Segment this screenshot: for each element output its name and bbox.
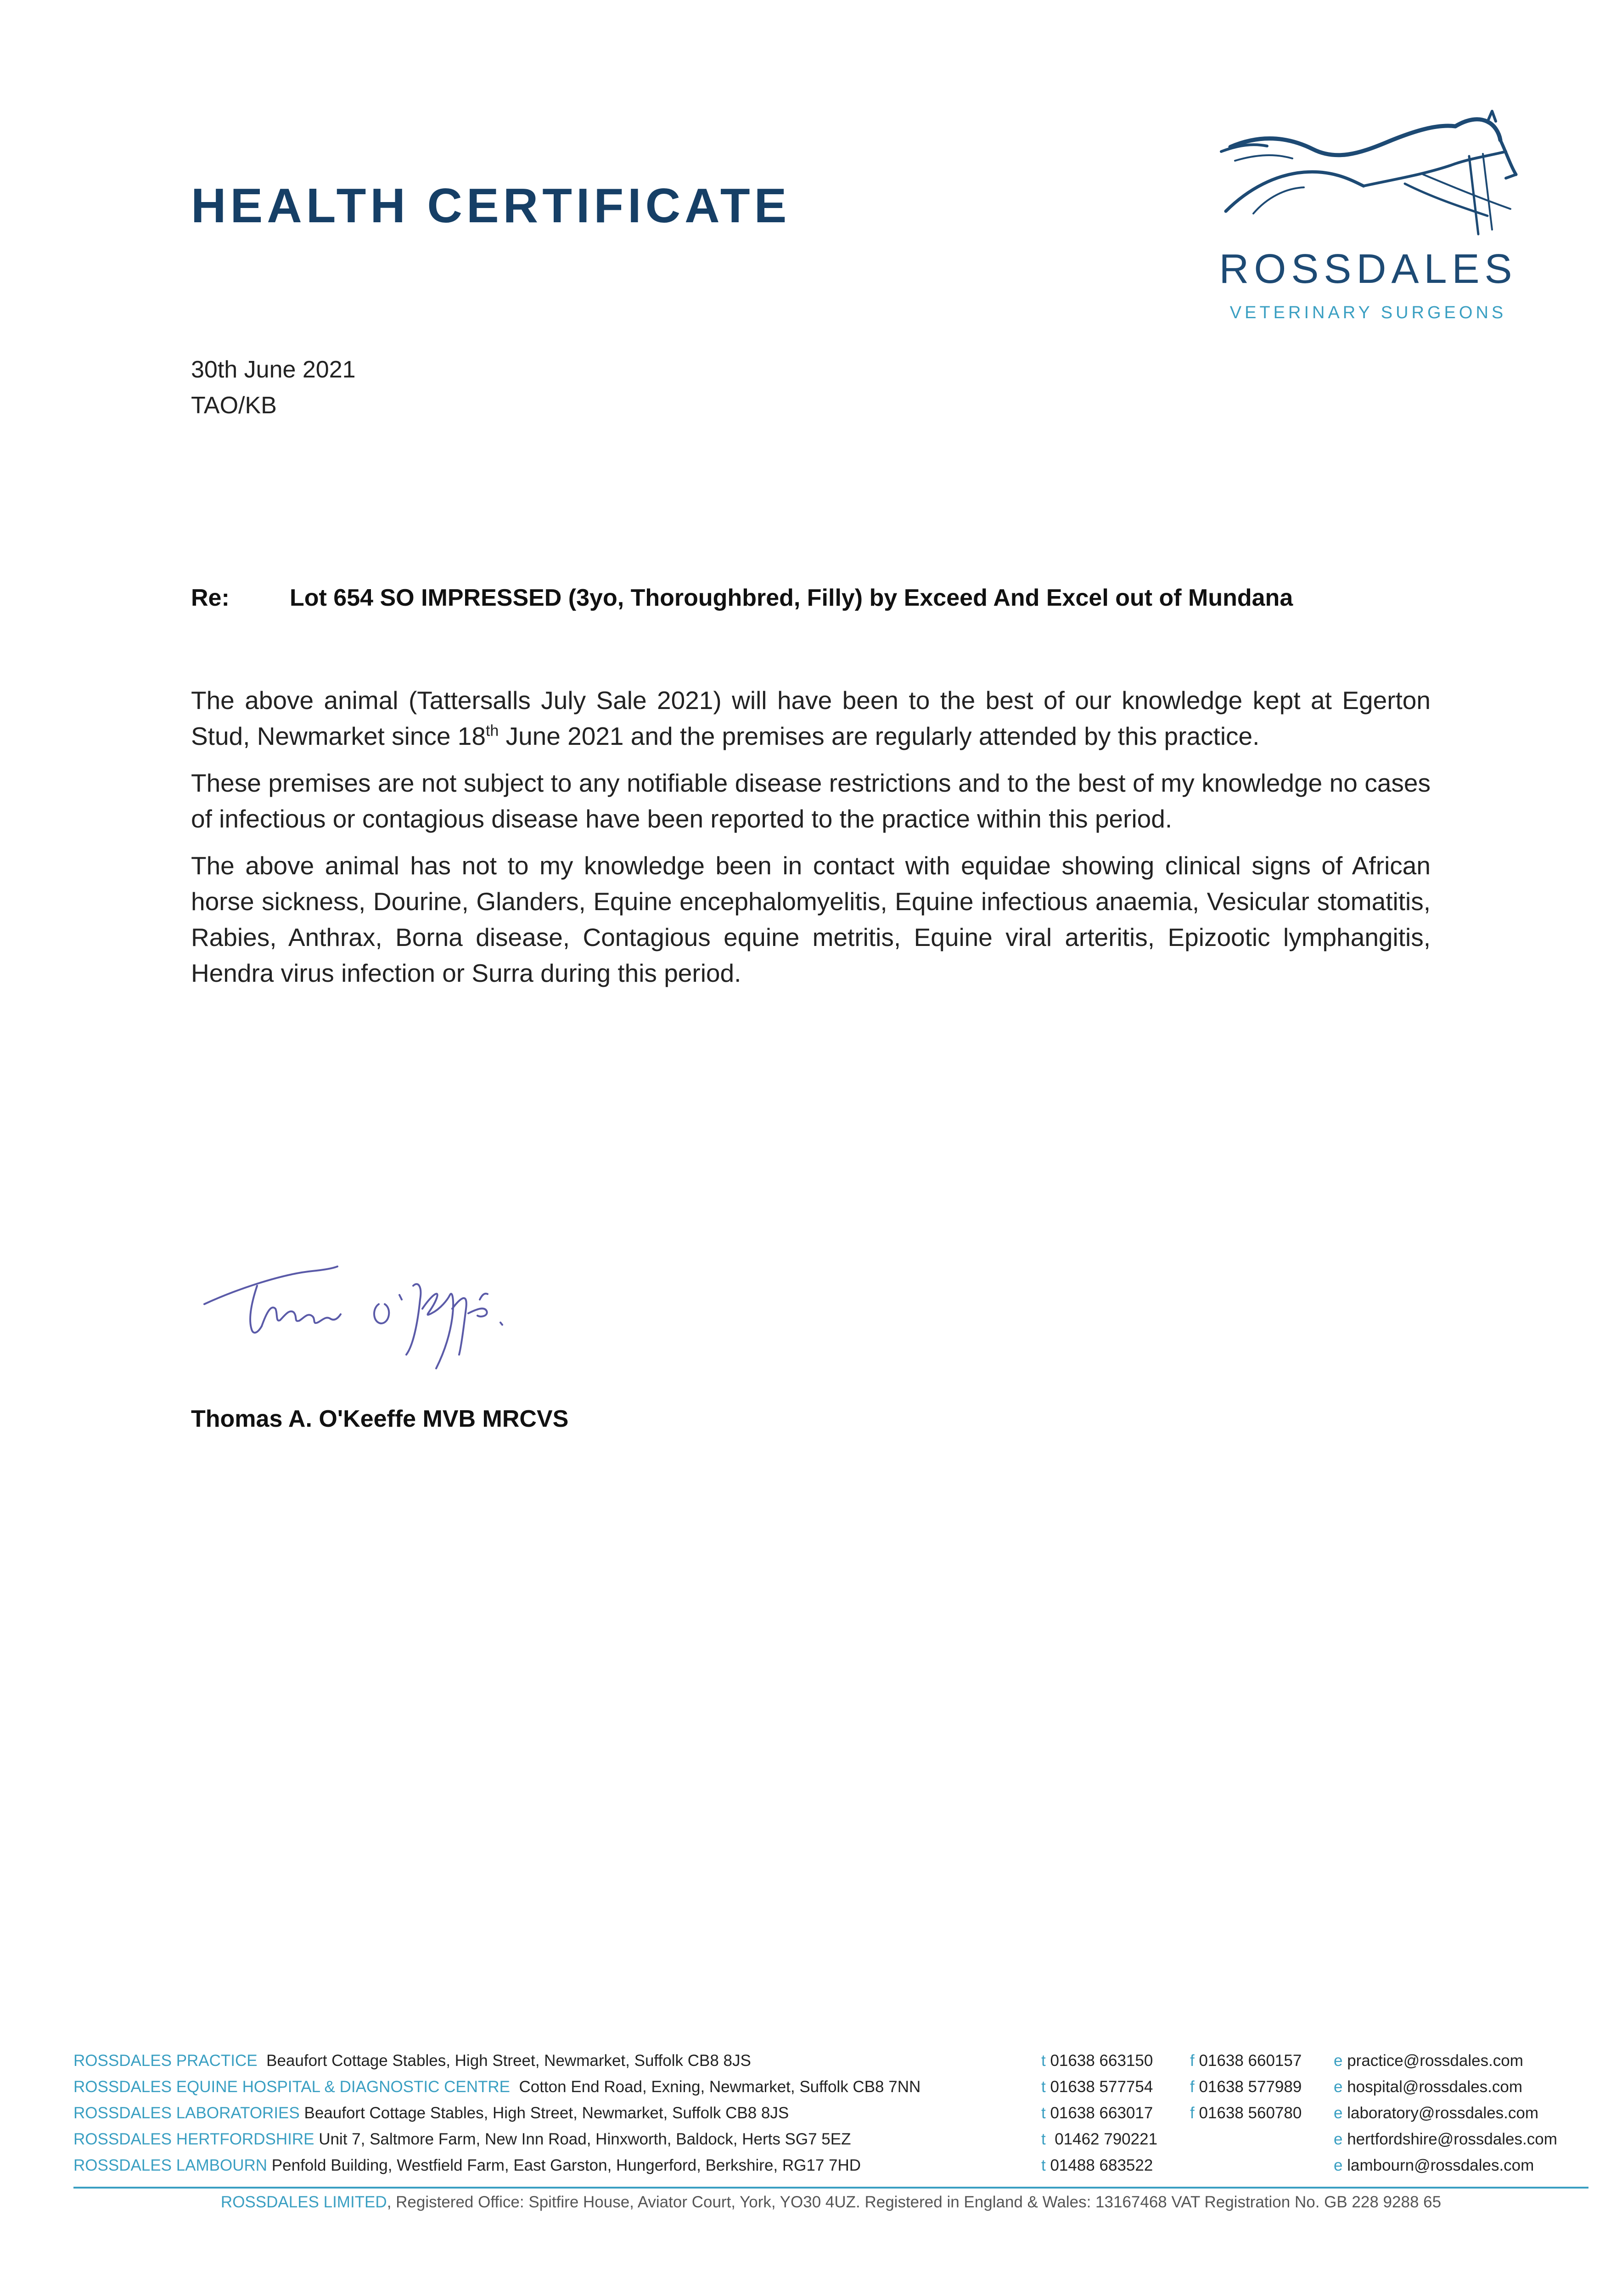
letter-date: 30th June 2021 [191,356,356,383]
page-title: HEALTH CERTIFICATE [191,179,791,233]
footer-row-hertfordshire: ROSSDALES HERTFORDSHIRE Unit 7, Saltmore Farm, New Inn Road, Hinxworth, Baldock, Herts SG7 5EZ t 01462 790221 e hertfordshire@rossdales.com [73,2130,1557,2148]
registration-details: , Registered Office: Spitfire House, Aviator Court, York, YO30 4UZ. Registered in England & Wales: 13167468 VAT Registration No. GB 228 9288 65 [387,2193,1442,2211]
office-phone: 01638 577754 [1050,2078,1153,2096]
handwritten-signature [197,1231,546,1378]
office-fax: 01638 660157 [1199,2052,1302,2070]
office-phone: 01638 663150 [1050,2052,1153,2070]
signer-name: Thomas A. O'Keeffe MVB MRCVS [191,1406,569,1432]
footer-row-practice: ROSSDALES PRACTICE Beaufort Cottage Stables, High Street, Newmarket, Suffolk CB8 8JS t 01638 663150 f 01638 660157 e practice@rossdales.com [73,2052,1523,2070]
subject-text: Lot 654 SO IMPRESSED (3yo, Thoroughbred, Filly) by Exceed And Excel out of Mundana [290,585,1293,611]
office-address: Cotton End Road, Exning, Newmarket, Suffolk CB8 7NN [519,2078,921,2096]
rossdales-logo [1212,106,1524,335]
office-fax: 01638 560780 [1199,2104,1302,2122]
office-email[interactable]: lambourn@rossdales.com [1347,2156,1534,2174]
office-address: Penfold Building, Westfield Farm, East Garston, Hungerford, Berkshire, RG17 7HD [271,2156,861,2174]
office-email[interactable]: laboratory@rossdales.com [1347,2104,1539,2122]
office-email[interactable]: practice@rossdales.com [1347,2052,1523,2070]
office-email[interactable]: hospital@rossdales.com [1347,2078,1523,2096]
logo-wordmark: ROSSDALES [1219,246,1517,292]
office-email[interactable]: hertfordshire@rossdales.com [1347,2130,1557,2148]
footer-offices [73,2052,1588,2183]
logo-subtitle: VETERINARY SURGEONS [1229,303,1507,322]
office-address: Unit 7, Saltmore Farm, New Inn Road, Hinxworth, Baldock, Herts SG7 5EZ [319,2130,851,2148]
subject-label: Re: [191,585,230,611]
paragraph-3: The above animal has not to my knowledge been in contact with equidae showing clinical signs of African horse sickness, Dourine, Glanders, Equine encephalomyelitis, Equine infectious anaemia, Vesicular stomatitis, Rabies, Anthrax, Borna disease, Contagious equine metritis, Equine viral arteritis, Epizootic lymphangitis, Hendra virus infection or Surra during this period. [191,851,1431,987]
office-name: ROSSDALES HERTFORDSHIRE [73,2130,314,2148]
office-phone: 01638 663017 [1050,2104,1153,2122]
office-name: ROSSDALES LABORATORIES [73,2104,300,2122]
letter-reference: TAO/KB [191,392,277,419]
footer-row-laboratories: ROSSDALES LABORATORIES Beaufort Cottage Stables, High Street, Newmarket, Suffolk CB8 8JS t 01638 663017 f 01638 560780 e laboratory@rossdales.com [73,2104,1539,2122]
certificate-body [191,682,1431,1002]
footer-registration [73,2193,1588,2212]
office-address: Beaufort Cottage Stables, High Street, Newmarket, Suffolk CB8 8JS [266,2052,751,2070]
office-fax: 01638 577989 [1199,2078,1302,2096]
letter-meta [191,352,356,423]
paragraph-2: These premises are not subject to any notifiable disease restrictions and to the best of my knowledge no cases of infectious or contagious disease have been reported to the practice within this period. [191,769,1431,833]
office-address: Beaufort Cottage Stables, High Street, Newmarket, Suffolk CB8 8JS [304,2104,789,2122]
footer-divider [73,2187,1588,2189]
galloping-horse-icon [1212,106,1524,243]
footer-row-hospital: ROSSDALES EQUINE HOSPITAL & DIAGNOSTIC CENTRE Cotton End Road, Exning, Newmarket, Suffolk CB8 7NN t 01638 577754 f 01638 577989 e hospital@rossdales.com [73,2078,1523,2096]
paragraph-1: The above animal (Tattersalls July Sale 2021) will have been to the best of our knowledge kept at Egerton Stud, Newmarket since 18th June 2021 and the premises are regularly attended by this practice. [191,686,1431,750]
footer-row-lambourn: ROSSDALES LAMBOURN Penfold Building, Westfield Farm, East Garston, Hungerford, Berkshire, RG17 7HD t 01488 683522 e lambourn@rossdales.com [73,2156,1534,2174]
subject-line [191,584,1293,612]
office-name: ROSSDALES PRACTICE [73,2052,258,2070]
office-phone: 01462 790221 [1055,2130,1158,2148]
office-name: ROSSDALES LAMBOURN [73,2156,268,2174]
office-phone: 01488 683522 [1050,2156,1153,2174]
registration-company: ROSSDALES LIMITED [220,2193,387,2211]
office-name: ROSSDALES EQUINE HOSPITAL & DIAGNOSTIC CENTRE [73,2078,511,2096]
